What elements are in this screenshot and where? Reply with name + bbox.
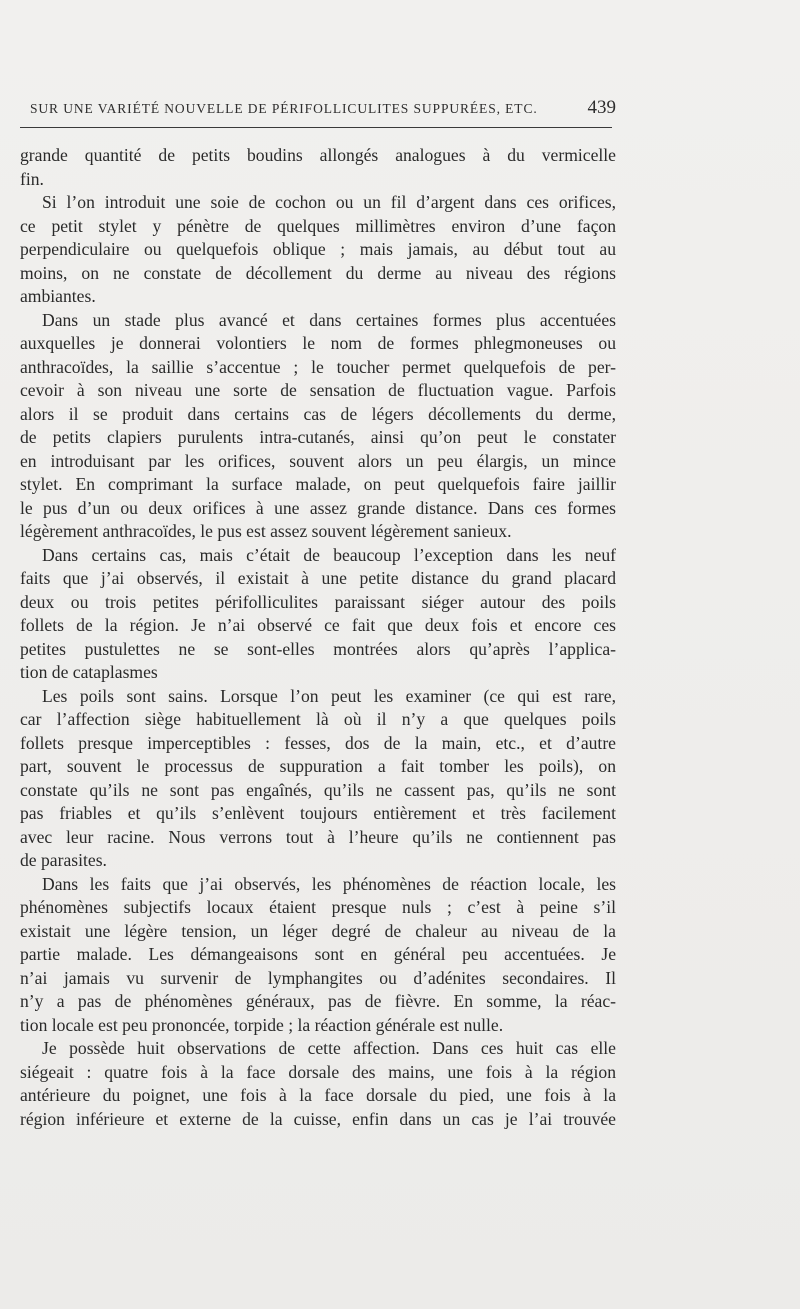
text-line: antérieure du poignet, une fois à la face dorsale du pied, une fois à la xyxy=(20,1085,616,1105)
text-line: en introduisant par les orifices, souvent alors un peu élargis, un mince xyxy=(20,450,616,471)
text-line: follets de la région. Je n’ai observé ce fait que deux fois et encore ces xyxy=(20,615,616,635)
text-line: tion locale est peu prononcée, torpide ; la réaction générale est nulle. xyxy=(20,1014,504,1035)
text-line: siégeait : quatre fois à la face dorsale des mains, une fois à la région xyxy=(20,1061,616,1082)
text-line: stylet. En comprimant la surface malade, on peut quelquefois faire jaillir xyxy=(20,474,616,494)
running-head xyxy=(20,97,616,121)
text-line: tion de cataplasmes xyxy=(20,662,158,682)
text-line: légèrement anthracoïdes, le pus est assez souvent légèrement sanieux. xyxy=(20,521,512,541)
text-line: anthracoïdes, la saillie s’accentue ; le toucher permet quelquefois de per- xyxy=(20,356,616,377)
running-title: SUR UNE VARIÉTÉ NOUVELLE DE PÉRIFOLLICULITES SUPPURÉES, ETC. xyxy=(30,101,538,116)
text-line: alors il se produit dans certains cas de légers décollements du derme, xyxy=(20,403,616,424)
text-line: auxquelles je donnerai volontiers le nom de formes phlegmoneuses ou xyxy=(20,333,616,353)
text-line: Si l’on introduit une soie de cochon ou un fil d’argent dans ces orifices, xyxy=(42,192,616,212)
text-line: perpendiculaire ou quelquefois oblique ; mais jamais, au début tout au xyxy=(20,239,616,259)
text-line: Dans certains cas, mais c’était de beaucoup l’exception dans les neuf xyxy=(42,544,616,565)
text-line: de parasites. xyxy=(20,850,107,870)
text-line: Je possède huit observations de cette affection. Dans ces huit cas elle xyxy=(42,1038,616,1058)
text-line: cevoir à son niveau une sorte de sensation de fluctuation vague. Parfois xyxy=(20,380,616,400)
text-line: fin. xyxy=(20,168,44,189)
text-line: follets presque imperceptibles : fesses, dos de la main, etc., et d’autre xyxy=(20,732,616,753)
text-line: de petits clapiers purulents intra-cutanés, ainsi qu’on peut le constater xyxy=(20,427,616,447)
header-rule xyxy=(20,127,612,128)
text-line: petites pustulettes ne se sont-elles montrées alors qu’après l’applica- xyxy=(20,638,616,659)
text-line: ambiantes. xyxy=(20,286,96,306)
text-line: Dans un stade plus avancé et dans certaines formes plus accentuées xyxy=(42,309,616,330)
text-line: Dans les faits que j’ai observés, les phénomènes de réaction locale, les xyxy=(42,873,616,894)
text-line: Les poils sont sains. Lorsque l’on peut les examiner (ce qui est rare, xyxy=(42,685,616,706)
page-number: 439 xyxy=(587,97,616,118)
text-line: le pus d’un ou deux orifices à une assez grande distance. Dans ces formes xyxy=(20,497,616,518)
text-line: phénomènes subjectifs locaux étaient presque nuls ; c’est à peine s’il xyxy=(20,897,616,917)
text-line: constate qu’ils ne sont pas engaînés, qu’ils ne cassent pas, qu’ils ne sont xyxy=(20,779,616,800)
text-line: ce petit stylet y pénètre de quelques millimètres environ d’une façon xyxy=(20,215,616,236)
text-line: car l’affection siège habituellement là où il n’y a que quelques poils xyxy=(20,709,616,729)
text-line: région inférieure et externe de la cuisse, enfin dans un cas je l’ai trouvée xyxy=(20,1108,616,1129)
text-line: partie malade. Les démangeaisons sont en général peu accentuées. Je xyxy=(20,944,616,964)
text-line: deux ou trois petites périfolliculites paraissant siéger autour des poils xyxy=(20,591,616,612)
text-line: existait une légère tension, un léger degré de chaleur au niveau de la xyxy=(20,920,616,941)
text-line: pas friables et qu’ils s’enlèvent toujours entièrement et très facilement xyxy=(20,803,616,823)
text-line: grande quantité de petits boudins allongés analogues à du vermicelle xyxy=(20,145,616,165)
text-line: n’ai jamais vu survenir de lymphangites ou d’adénites secondaires. Il xyxy=(20,967,616,988)
body-text xyxy=(20,144,616,1131)
text-line: moins, on ne constate de décollement du derme au niveau des régions xyxy=(20,262,616,283)
text-line: part, souvent le processus de suppuration a fait tomber les poils), on xyxy=(20,756,616,776)
text-line: faits que j’ai observés, il existait à une petite distance du grand placard xyxy=(20,568,616,588)
text-line: avec leur racine. Nous verrons tout à l’heure qu’ils ne contiennent pas xyxy=(20,826,616,847)
text-line: n’y a pas de phénomènes généraux, pas de fièvre. En somme, la réac- xyxy=(20,991,616,1011)
